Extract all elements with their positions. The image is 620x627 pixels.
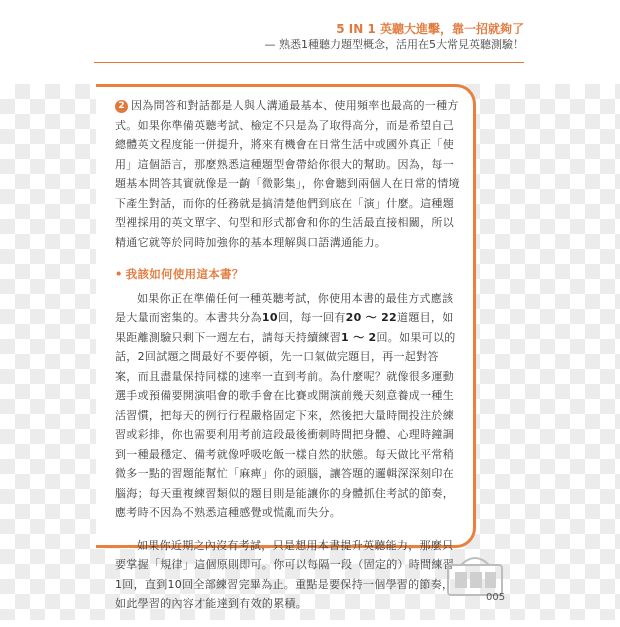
book-title: 5 IN 1 英聽大進擊，靠一招就夠了 <box>336 22 524 36</box>
usage-paragraph-1 <box>115 289 461 523</box>
usage-paragraph-2: 如果你近期之內沒有考試，只是想用本書提升英聽能力，那麼只要掌握「規律」這個原則即可。你可以每隔一段（固定的）時間練習1回，直到10回全部練習完畢為止。重點是要保持一個學習的節奏，如此學習的內容才能達到有效的累積。 <box>115 538 454 610</box>
emphasis-questions: 20 ～ 22 <box>345 311 398 324</box>
point-2-text: 因為問答和對話都是人與人溝通最基本、使用頻率也最高的一種方式。如果你準備英聽考試、檢定不只是為了取得高分，而是希望自己總體英文程度能一併提升，將來有機會在日常生活中或國外真正「使用」這個語言，那麼熟悉這種題型會帶給你很大的幫助。因為，每一題基本問答其實就像是一齣「微影集」，你會聽到兩個人在日常的情境下產生對話，而你的任務就是搞清楚他們到底在「演」什麼。這種題型裡採用的英文單字、句型和形式都會和你的生活最直接相關，所以精通它就等於同時加強你的基本理解與口語溝通能力。 <box>115 99 460 249</box>
text-run: 回，每一回有 <box>277 311 346 324</box>
text-run: 道題目，如果距離測驗只剩下一週左右，請每天持續練習 <box>115 311 454 344</box>
watermark-logo <box>447 555 503 597</box>
page-number: 005 <box>486 592 506 603</box>
text-run: 回。如果可以的話，2回試題之間最好不要停頓，先一口氣做完題目，再一起對答案，而且盡量保持同樣的速率一直到考前。為什麼呢？就像很多運動選手或預備要開演唱會的歌手會在比賽或開演前幾天刻意養成一種生活習慣，把每天的例行行程嚴格固定下來，然後把大量時間投注於練習或彩排，你也需要利用考前這段最後衝刺時間把身體、心理時鐘調到一種最穩定、備考就像呼吸吃飯一樣自然的狀態。每天做比平常稍微多一點的習題能幫忙「麻痺」你的頭腦，讓答題的邏輯深深刻印在腦海；每天重複練習類似的題目則是能讓你的身體抓住考試的節奏，應考時不因為不熟悉這種感覺或慌亂而失分。 <box>115 330 456 519</box>
number-badge: 2 <box>115 100 128 113</box>
body-content <box>115 96 461 627</box>
section-heading <box>115 265 461 285</box>
page-header <box>265 21 525 52</box>
emphasis-rounds: 10 <box>261 311 278 324</box>
point-2-paragraph <box>115 96 461 252</box>
emphasis-daily: 1 ～ 2 <box>341 330 377 344</box>
header-divider <box>94 62 524 63</box>
book-subtitle: — 熟悉1種聽力題型概念，活用在5大常見英聽測驗！ <box>264 38 524 51</box>
text-run: 如果你正在準備任何一種英聽考試，你使用本書的最佳方式應該是大量而密集的。本書共分為 <box>115 291 454 324</box>
section-title: 我該如何使用這本書？ <box>125 267 244 281</box>
bullet-icon: • <box>115 267 123 281</box>
